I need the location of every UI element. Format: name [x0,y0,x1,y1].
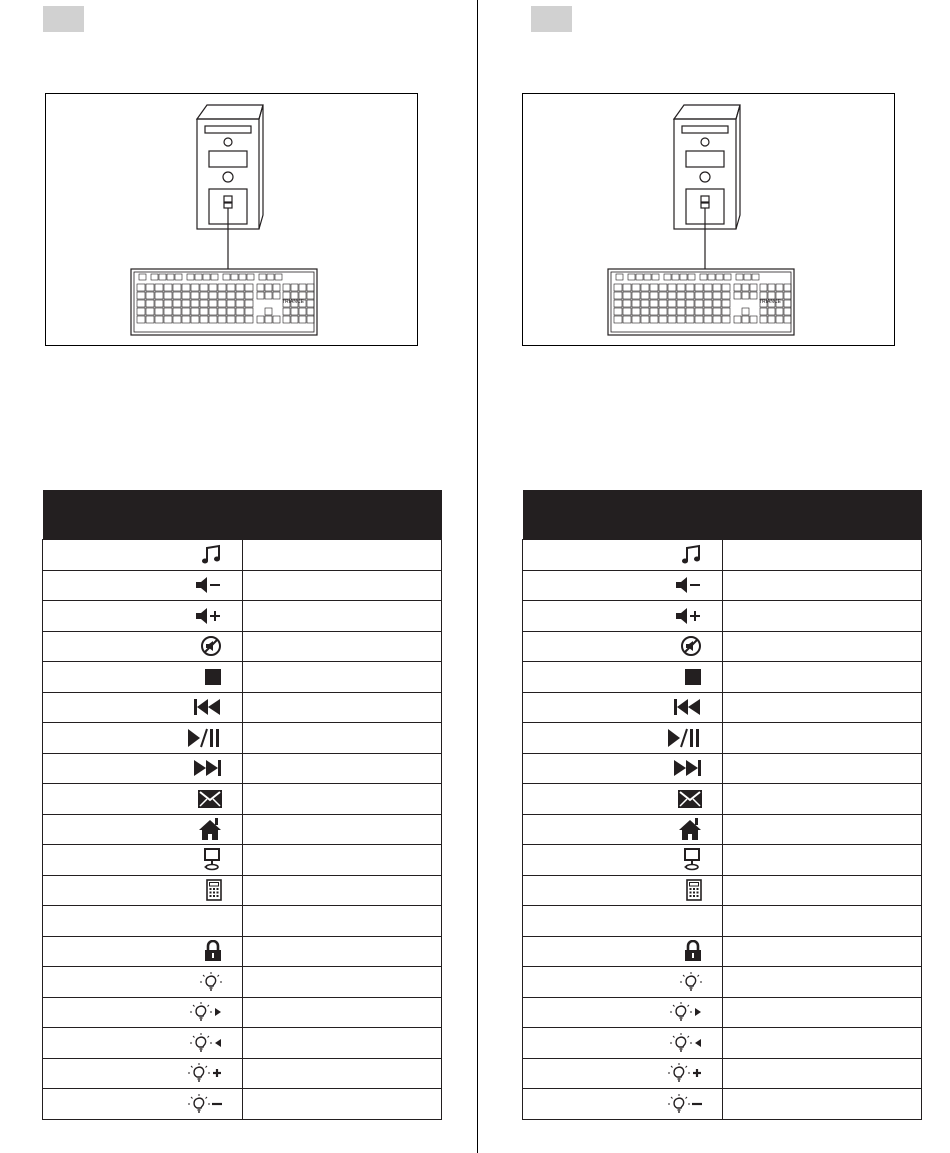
table-row [43,967,442,998]
tower-top [674,105,740,119]
table-row [523,875,922,906]
hotkey-description-cell [722,601,922,632]
hotkey-icon-cell [523,784,723,815]
hotkey-icon-cell [43,967,243,998]
backlight-previous-icon [190,1034,222,1051]
hotkey-description-cell [242,570,442,601]
next-track-icon [194,759,222,776]
hotkey-description-cell [242,601,442,632]
backlight-next-icon [190,1003,222,1020]
backlight-dimmer-icon [668,1095,702,1112]
hotkey-description-cell [242,784,442,815]
table-row [43,1089,442,1120]
hotkey-icon-cell [523,814,723,845]
table-row [523,784,922,815]
lock-icon [204,942,222,959]
hotkey-description-cell [242,692,442,723]
hotkey-description-cell [242,967,442,998]
column-divider [477,0,478,1153]
stop-icon [204,668,222,685]
hotkey-icon-cell [523,967,723,998]
hotkey-description-cell [722,1058,922,1089]
table-row [523,540,922,571]
hotkey-icon-cell [523,906,723,937]
hotkey-description-cell [242,723,442,754]
table-row [523,570,922,601]
backlight-icon [200,973,222,990]
section-number-badge-left [43,6,84,32]
table-row [43,1058,442,1089]
hotkey-description-cell [242,906,442,937]
hotkey-icon-cell [43,540,243,571]
hotkey-description-cell [242,540,442,571]
hotkey-icon-cell [523,662,723,693]
table-row [43,1028,442,1059]
table-row [523,692,922,723]
hotkey-description-cell [722,875,922,906]
mail-icon [678,790,702,807]
hotkey-description-cell [722,845,922,876]
hotkey-description-cell [722,662,922,693]
hotkey-description-cell [242,936,442,967]
backlight-brighter-icon [188,1064,222,1081]
backlight-dimmer-icon [188,1095,222,1112]
hotkey-description-cell [722,540,922,571]
hotkey-icon-cell [523,631,723,662]
hotkey-icon-cell [523,875,723,906]
hotkey-icon-cell [43,997,243,1028]
lock-icon [684,942,702,959]
backlight-brighter-icon [668,1064,702,1081]
table-row [43,753,442,784]
previous-track-icon [194,698,222,715]
stop-icon [684,668,702,685]
table-row [43,631,442,662]
table-row [43,875,442,906]
music-note-icon [200,546,222,563]
table-row [523,753,922,784]
hotkey-description-cell [722,906,922,937]
hotkey-icon-cell [43,936,243,967]
tower-top [197,105,263,119]
my-computer-icon [202,851,222,868]
hotkey-icon-cell [43,845,243,876]
hotkey-description-cell [722,784,922,815]
previous-track-icon [674,698,702,715]
hotkey-rows-left [43,540,442,1120]
backlight-previous-icon [670,1034,702,1051]
table-row [523,997,922,1028]
play-pause-icon [188,729,222,746]
mute-icon [200,637,222,654]
hotkey-description-cell [722,692,922,723]
hotkey-description-cell [242,845,442,876]
hotkey-description-cell [722,753,922,784]
hotkey-icon-cell [523,570,723,601]
hotkey-icon-cell [523,845,723,876]
table-header-row [43,490,442,540]
table-row [523,1028,922,1059]
table-row [43,784,442,815]
hotkey-description-cell [242,1028,442,1059]
hotkey-description-cell [722,631,922,662]
pc-keyboard-drawing [523,94,896,347]
hotkey-icon-cell [43,814,243,845]
table-row [43,814,442,845]
home-icon [198,820,222,837]
volume-up-icon [196,607,222,624]
hotkey-description-cell [722,723,922,754]
music-note-icon [680,546,702,563]
hotkey-icon-cell [43,662,243,693]
table-header [523,490,922,540]
hotkey-icon-cell [43,570,243,601]
table-row [523,936,922,967]
table-header-row [523,490,922,540]
hotkey-icon-cell [523,997,723,1028]
hotkey-description-cell [242,875,442,906]
hotkey-description-cell [722,936,922,967]
volume-down-icon [196,576,222,593]
next-track-icon [674,759,702,776]
hotkey-description-cell [242,997,442,1028]
hotkey-description-cell [242,1058,442,1089]
hotkey-icon-cell [43,1028,243,1059]
hotkey-icon-cell [43,875,243,906]
backlight-next-icon [670,1003,702,1020]
hotkey-description-cell [722,570,922,601]
keyboard-brand-text: TRIANCE [282,299,304,305]
table-row [43,540,442,571]
table-row [43,723,442,754]
hotkey-icon-cell [523,936,723,967]
hotkey-description-cell [242,662,442,693]
hotkey-description-cell [722,967,922,998]
table-row [523,845,922,876]
table-row [43,601,442,632]
table-row [523,631,922,662]
hotkey-icon-cell [43,601,243,632]
hotkey-icon-cell [523,601,723,632]
backlight-icon [680,973,702,990]
hotkey-icon-cell [523,1028,723,1059]
calculator-icon [686,881,702,898]
table-row [523,906,922,937]
table-row [523,662,922,693]
hotkey-icon-cell [43,753,243,784]
hotkey-icon-cell [43,692,243,723]
hotkey-icon-cell [43,784,243,815]
table-row [43,662,442,693]
hotkey-icon-cell [523,692,723,723]
hotkey-table-right [522,490,922,1120]
hotkey-icon-cell [43,906,243,937]
hotkey-description-cell [242,753,442,784]
table-row [43,845,442,876]
home-icon [678,820,702,837]
table-row [43,570,442,601]
hotkey-table-left [42,490,442,1120]
hotkey-icon-cell [43,631,243,662]
table-row [43,997,442,1028]
hotkey-icon-cell [523,1058,723,1089]
hotkey-icon-cell [523,723,723,754]
table-row [43,936,442,967]
hotkey-icon-cell [523,753,723,784]
connection-illustration-right [522,93,895,346]
hotkey-description-cell [722,814,922,845]
table-row [523,1058,922,1089]
hotkey-icon-cell [523,540,723,571]
table-row [523,1089,922,1120]
hotkey-description-cell [722,997,922,1028]
section-number-badge-right [531,6,572,32]
table-row [43,906,442,937]
volume-down-icon [676,576,702,593]
my-computer-icon [682,851,702,868]
table-row [43,692,442,723]
hotkey-description-cell [242,631,442,662]
keyboard-brand-text: TRIANCE [759,299,781,305]
hotkey-description-cell [722,1028,922,1059]
mail-icon [198,790,222,807]
table-row [523,814,922,845]
hotkey-description-cell [242,1089,442,1120]
connection-illustration-left [45,93,418,346]
mute-icon [680,637,702,654]
play-pause-icon [668,729,702,746]
table-row [523,601,922,632]
pc-keyboard-drawing [46,94,419,347]
table-header [43,490,442,540]
hotkey-icon-cell [43,723,243,754]
calculator-icon [206,881,222,898]
hotkey-rows-right [523,540,922,1120]
hotkey-icon-cell [523,1089,723,1120]
hotkey-icon-cell [43,1089,243,1120]
hotkey-description-cell [242,814,442,845]
table-row [523,723,922,754]
volume-up-icon [676,607,702,624]
table-row [523,967,922,998]
hotkey-icon-cell [43,1058,243,1089]
hotkey-description-cell [722,1089,922,1120]
